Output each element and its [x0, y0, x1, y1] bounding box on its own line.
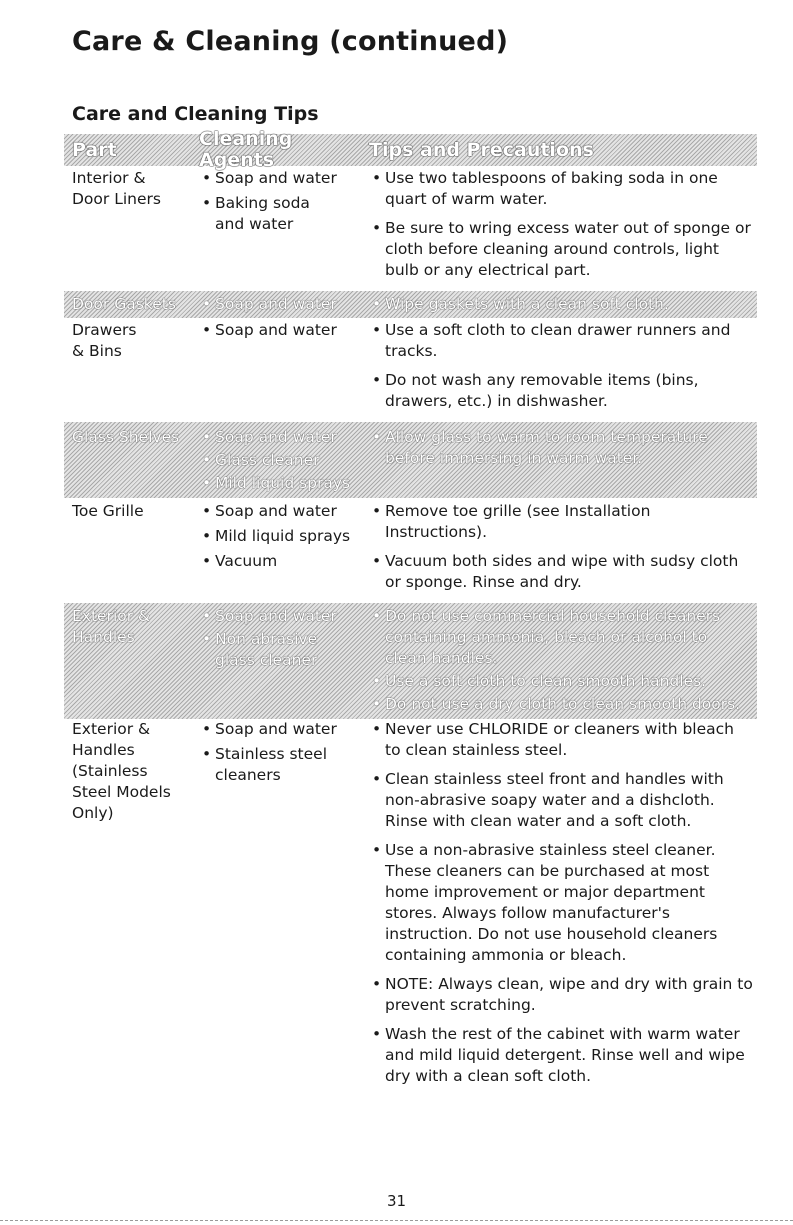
cleaning-agent-item: • Soap and water: [199, 168, 369, 189]
cleaning-agents-cell: [199, 168, 369, 281]
tip-item: • Use a soft cloth to clean smooth handles.: [369, 671, 753, 692]
tips-cell: [369, 294, 757, 315]
table-row: [64, 291, 757, 318]
tip-item: • Use a soft cloth to clean drawer runners and tracks.: [369, 320, 753, 362]
tip-item: • Wipe gaskets with a clean soft cloth.: [369, 294, 753, 315]
part-cell: Glass Shelves: [72, 428, 180, 446]
tips-cell: [369, 501, 757, 593]
cleaning-agents-cell: [199, 320, 369, 412]
tip-item: • Do not use a dry cloth to clean smooth doors.: [369, 694, 753, 715]
cleaning-agent-item: • Mild liquid sprays: [199, 526, 369, 547]
page-number: 31: [386, 1192, 407, 1210]
cleaning-agent-item: • Baking soda and water: [199, 193, 369, 235]
cleaning-agent-item: • Glass cleaner: [199, 450, 369, 471]
cleaning-agent-item: • Soap and water: [199, 719, 369, 740]
part-cell: Exterior & Handles (Stainless Steel Models Only): [72, 720, 171, 822]
section-title: Care and Cleaning Tips: [72, 103, 319, 125]
tip-item: • Clean stainless steel front and handles with non-abrasive soapy water and a dishcloth. Rinse with clean water and a soft cloth.: [369, 769, 753, 832]
cleaning-agent-item: • Soap and water: [199, 294, 369, 315]
care-cleaning-table: [64, 128, 757, 1087]
tip-item: • Allow glass to warm to room temperature before immersing in warm water.: [369, 427, 753, 469]
tips-cell: [369, 168, 757, 281]
part-cell: Interior & Door Liners: [72, 169, 161, 208]
cleaning-agents-cell: [199, 294, 369, 315]
table-body: [64, 166, 757, 1087]
tips-cell: [369, 320, 757, 412]
tip-item: • Use two tablespoons of baking soda in one quart of warm water.: [369, 168, 753, 210]
table-row: [64, 603, 757, 719]
tip-item: • Remove toe grille (see Installation Instructions).: [369, 501, 753, 543]
tip-item: • Use a non-abrasive stainless steel cleaner. These cleaners can be purchased at most home improvement or major department stores. Always follow manufacturer's instruction. Do not use household cleaners containing ammonia or bleach.: [369, 840, 753, 966]
tips-cell: [369, 719, 757, 1087]
header-part: Part: [72, 138, 117, 161]
cleaning-agents-cell: [199, 719, 369, 1087]
cleaning-agents-cell: [199, 427, 369, 494]
tip-item: • Vacuum both sides and wipe with sudsy cloth or sponge. Rinse and dry.: [369, 551, 753, 593]
header-cleaning-agents: Cleaning Agents: [199, 128, 293, 171]
table-row: [64, 318, 757, 422]
part-cell: Toe Grille: [72, 502, 144, 520]
part-cell: Door Gaskets: [72, 295, 176, 313]
cleaning-agents-cell: [199, 606, 369, 715]
cleaning-agent-item: • Vacuum: [199, 551, 369, 572]
header-tips-precautions: Tips and Precautions: [369, 138, 594, 161]
tips-cell: [369, 606, 757, 715]
cleaning-agent-item: • Mild liquid sprays: [199, 473, 369, 494]
cleaning-agents-cell: [199, 501, 369, 593]
cleaning-agent-item: • Non abrasive glass cleaner: [199, 629, 369, 671]
page-title: Care & Cleaning (continued): [72, 26, 509, 57]
table-row: [64, 719, 757, 1087]
table-row: [64, 422, 757, 498]
table-row: [64, 498, 757, 603]
tip-item: • Do not wash any removable items (bins, drawers, etc.) in dishwasher.: [369, 370, 753, 412]
cleaning-agent-item: • Soap and water: [199, 606, 369, 627]
cleaning-agent-item: • Soap and water: [199, 427, 369, 448]
tip-item: • Never use CHLORIDE or cleaners with bleach to clean stainless steel.: [369, 719, 753, 761]
table-header-row: [64, 128, 757, 171]
cleaning-agent-item: • Stainless steel cleaners: [199, 744, 369, 786]
tip-item: • Be sure to wring excess water out of sponge or cloth before cleaning around controls, light bulb or any electrical part.: [369, 218, 753, 281]
cleaning-agent-item: • Soap and water: [199, 320, 369, 341]
tip-item: • NOTE: Always clean, wipe and dry with grain to prevent scratching.: [369, 974, 753, 1016]
tip-item: • Wash the rest of the cabinet with warm water and mild liquid detergent. Rinse well and wipe dry with a clean soft cloth.: [369, 1024, 753, 1087]
part-cell: Drawers & Bins: [72, 321, 137, 360]
tip-item: • Do not use commercial household cleaners containing ammonia, bleach or alcohol to clean handles.: [369, 606, 753, 669]
table-row: [64, 166, 757, 291]
tips-cell: [369, 427, 757, 494]
part-cell: Exterior & Handles: [72, 607, 151, 646]
bottom-rule: [0, 1220, 793, 1221]
cleaning-agent-item: • Soap and water: [199, 501, 369, 522]
